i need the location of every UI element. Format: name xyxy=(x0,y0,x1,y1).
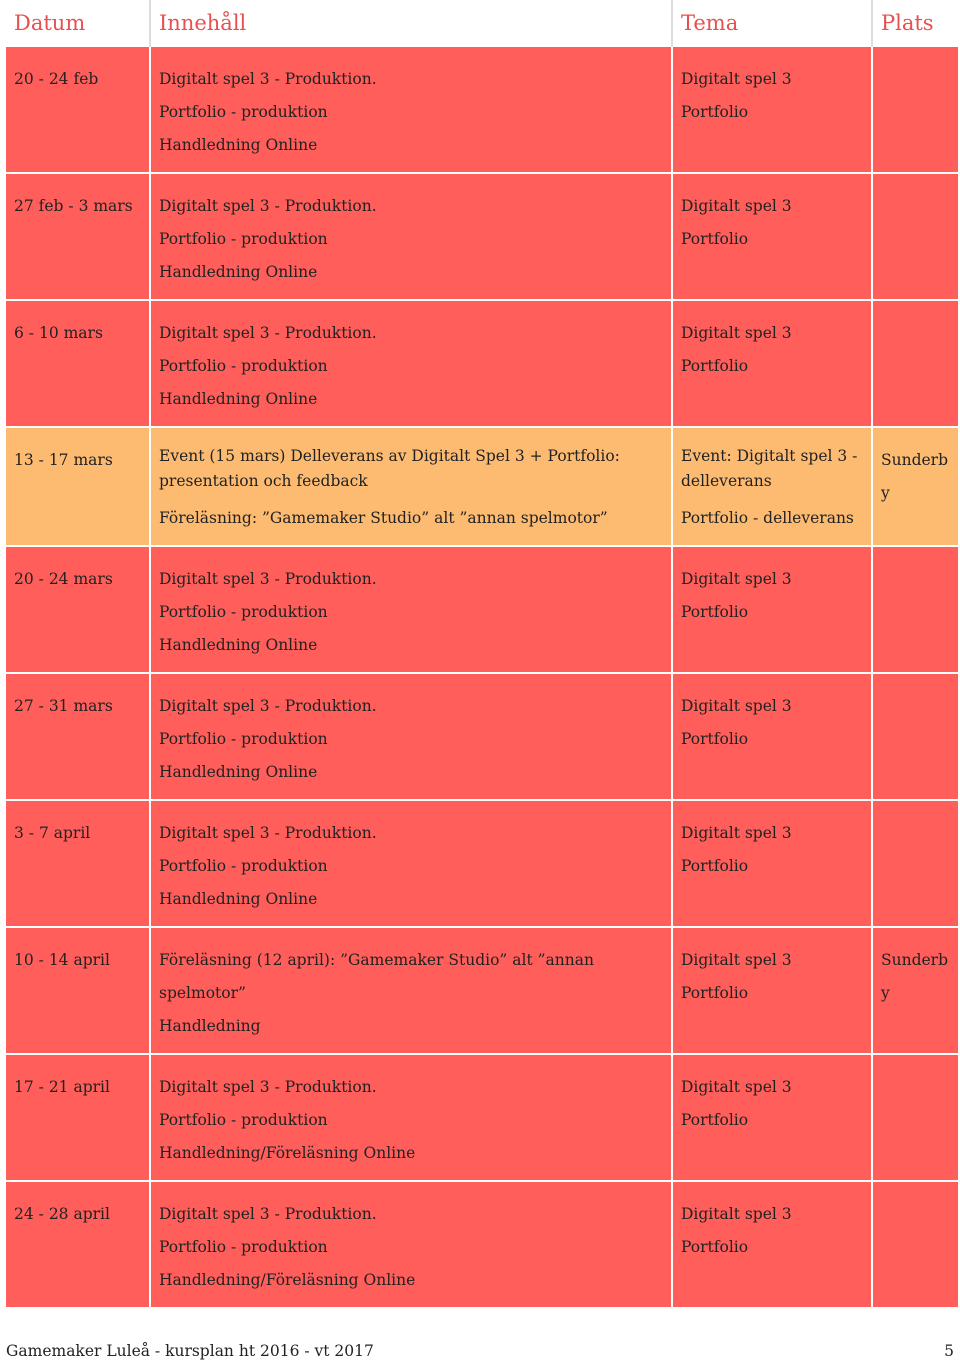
innehall-line: Portfolio - produktion xyxy=(159,357,328,375)
cell-tema xyxy=(672,46,872,173)
header-plats: Plats xyxy=(872,0,958,46)
cell-tema xyxy=(672,1181,872,1307)
innehall-line: Digitalt spel 3 - Produktion. xyxy=(159,570,377,588)
tema-line: Portfolio xyxy=(681,857,749,875)
tema-line: Portfolio xyxy=(681,1238,749,1256)
cell-datum: 17 - 21 april xyxy=(6,1054,150,1181)
tema-line: Portfolio xyxy=(681,984,749,1002)
header-row xyxy=(6,0,958,46)
innehall-line: Portfolio - produktion xyxy=(159,857,328,875)
innehall-line: Handledning Online xyxy=(159,763,318,781)
innehall-line: Digitalt spel 3 - Produktion. xyxy=(159,70,377,88)
cell-innehall xyxy=(150,800,672,927)
cell-innehall xyxy=(150,46,672,173)
tema-line: Portfolio - delleverans xyxy=(681,509,854,527)
cell-tema xyxy=(672,546,872,673)
tema-line: Digitalt spel 3 xyxy=(681,951,792,969)
cell-innehall xyxy=(150,927,672,1054)
cell-tema xyxy=(672,300,872,427)
innehall-line: Digitalt spel 3 - Produktion. xyxy=(159,1078,377,1096)
tema-line: Portfolio xyxy=(681,103,749,121)
cell-tema xyxy=(672,427,872,546)
innehall-line: Handledning Online xyxy=(159,636,318,654)
tema-line: Digitalt spel 3 xyxy=(681,70,792,88)
cell-datum: 27 feb - 3 mars xyxy=(6,173,150,300)
cell-tema xyxy=(672,173,872,300)
table-row xyxy=(6,546,958,673)
tema-line: Digitalt spel 3 xyxy=(681,1078,792,1096)
innehall-line: Föreläsning: ”Gamemaker Studio” alt ”annan spelmotor” xyxy=(159,509,608,527)
header-innehall: Innehåll xyxy=(150,0,672,46)
cell-plats xyxy=(872,300,958,427)
cell-datum: 13 - 17 mars xyxy=(6,427,150,546)
tema-line: Digitalt spel 3 xyxy=(681,824,792,842)
cell-innehall xyxy=(150,1054,672,1181)
tema-line: Digitalt spel 3 xyxy=(681,570,792,588)
innehall-line: Digitalt spel 3 - Produktion. xyxy=(159,197,377,215)
innehall-line: Handledning Online xyxy=(159,136,318,154)
innehall-line: Handledning Online xyxy=(159,263,318,281)
innehall-line: Portfolio - produktion xyxy=(159,230,328,248)
cell-plats xyxy=(872,46,958,173)
innehall-line: Handledning/Föreläsning Online xyxy=(159,1271,416,1289)
tema-line: Portfolio xyxy=(681,603,749,621)
header-datum: Datum xyxy=(6,0,150,46)
cell-plats xyxy=(872,1181,958,1307)
cell-datum: 10 - 14 april xyxy=(6,927,150,1054)
tema-line: Portfolio xyxy=(681,730,749,748)
cell-plats xyxy=(872,673,958,800)
cell-datum: 24 - 28 april xyxy=(6,1181,150,1307)
innehall-line: Handledning Online xyxy=(159,890,318,908)
innehall-line: Event (15 mars) Delleverans av Digitalt Spel 3 + Portfolio: presentation och feedback xyxy=(159,447,620,490)
tema-line: Portfolio xyxy=(681,230,749,248)
cell-innehall xyxy=(150,1181,672,1307)
tema-line: Digitalt spel 3 xyxy=(681,1205,792,1223)
innehall-line: Digitalt spel 3 - Produktion. xyxy=(159,324,377,342)
table-row xyxy=(6,427,958,546)
cell-innehall xyxy=(150,673,672,800)
tema-line: Portfolio xyxy=(681,1111,749,1129)
header-tema: Tema xyxy=(672,0,872,46)
cell-plats: Sunderby xyxy=(872,927,958,1054)
table-row xyxy=(6,800,958,927)
innehall-line: Handledning/Föreläsning Online xyxy=(159,1144,416,1162)
innehall-line: Portfolio - produktion xyxy=(159,1238,328,1256)
cell-datum: 20 - 24 feb xyxy=(6,46,150,173)
table-row xyxy=(6,1054,958,1181)
cell-datum: 3 - 7 april xyxy=(6,800,150,927)
innehall-line: Portfolio - produktion xyxy=(159,603,328,621)
cell-innehall xyxy=(150,427,672,546)
tema-line: Digitalt spel 3 xyxy=(681,697,792,715)
table-row xyxy=(6,673,958,800)
tema-line: Digitalt spel 3 xyxy=(681,324,792,342)
cell-tema xyxy=(672,673,872,800)
cell-datum: 20 - 24 mars xyxy=(6,546,150,673)
innehall-line: Föreläsning (12 april): ”Gamemaker Studio” alt ”annan spelmotor” xyxy=(159,951,594,1002)
innehall-line: Digitalt spel 3 - Produktion. xyxy=(159,824,377,842)
cell-plats xyxy=(872,546,958,673)
footer-title: Gamemaker Luleå - kursplan ht 2016 - vt 2017 xyxy=(6,1342,374,1360)
tema-line: Event: Digitalt spel 3 - delleverans xyxy=(681,447,858,490)
schedule-table xyxy=(6,0,958,1307)
innehall-line: Digitalt spel 3 - Produktion. xyxy=(159,697,377,715)
cell-innehall xyxy=(150,173,672,300)
cell-datum: 27 - 31 mars xyxy=(6,673,150,800)
cell-plats xyxy=(872,1054,958,1181)
tema-line: Digitalt spel 3 xyxy=(681,197,792,215)
cell-tema xyxy=(672,927,872,1054)
tema-line: Portfolio xyxy=(681,357,749,375)
innehall-line: Portfolio - produktion xyxy=(159,1111,328,1129)
innehall-line: Portfolio - produktion xyxy=(159,730,328,748)
table-row xyxy=(6,46,958,173)
cell-innehall xyxy=(150,546,672,673)
cell-plats xyxy=(872,800,958,927)
innehall-line: Handledning xyxy=(159,1017,261,1035)
innehall-line: Digitalt spel 3 - Produktion. xyxy=(159,1205,377,1223)
cell-tema xyxy=(672,800,872,927)
cell-tema xyxy=(672,1054,872,1181)
cell-datum: 6 - 10 mars xyxy=(6,300,150,427)
page-number: 5 xyxy=(944,1342,954,1360)
schedule-page xyxy=(6,0,958,1307)
cell-plats: Sunderby xyxy=(872,427,958,546)
table-row xyxy=(6,1181,958,1307)
innehall-line: Portfolio - produktion xyxy=(159,103,328,121)
cell-innehall xyxy=(150,300,672,427)
table-row xyxy=(6,927,958,1054)
table-row xyxy=(6,173,958,300)
innehall-line: Handledning Online xyxy=(159,390,318,408)
cell-plats xyxy=(872,173,958,300)
table-row xyxy=(6,300,958,427)
